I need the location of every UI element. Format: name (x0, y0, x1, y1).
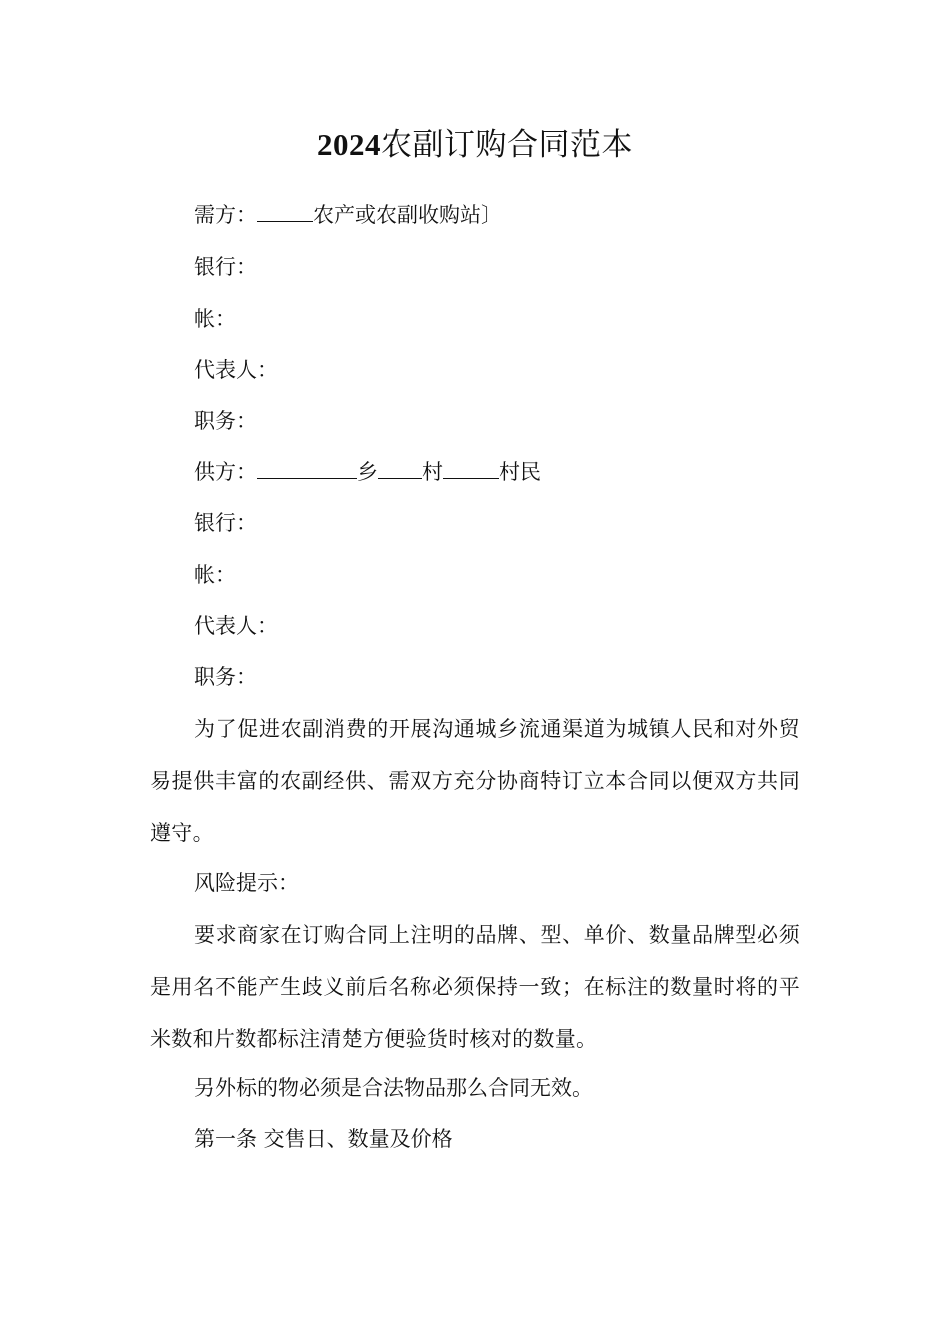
seller-villager: 村民 (499, 460, 541, 484)
buyer-label: 需方： (194, 203, 257, 227)
intro-paragraph: 为了促进农副消费的开展沟通城乡流通渠道为城镇人民和对外贸易提供丰富的农副经供、需双方充分协商特订立本合同以便双方共同遵守。 (150, 717, 800, 845)
title-text: 农副订购合同范本 (381, 127, 633, 163)
seller-village: 村 (422, 460, 443, 484)
seller-representative-line: 代表人： (194, 614, 278, 638)
seller-account-line: 帐： (194, 563, 236, 587)
buyer-suffix: 农产或农副收购站〕 (313, 203, 502, 227)
article-one-heading: 第一条 交售日、数量及价格 (194, 1127, 453, 1151)
seller-line (194, 457, 541, 487)
seller-village-blank (378, 458, 422, 479)
buyer-line (194, 200, 502, 230)
legal-paragraph: 另外标的物必须是合法物品那么合同无效。 (194, 1076, 593, 1100)
seller-township-blank (257, 458, 357, 479)
buyer-bank-line: 银行： (194, 255, 257, 279)
seller-label: 供方： (194, 460, 257, 484)
buyer-account-line: 帐： (194, 307, 236, 331)
risk-paragraph: 要求商家在订购合同上注明的品牌、型、单价、数量品牌型必须是用名不能产生歧义前后名称必须保持一致；在标注的数量时将的平米数和片数都标注清楚方便验货时核对的数量。 (150, 923, 800, 1051)
buyer-representative-line: 代表人： (194, 358, 278, 382)
seller-position-line: 职务： (194, 665, 257, 689)
buyer-position-line: 职务： (194, 409, 257, 433)
title-year: 2024 (317, 127, 381, 162)
document-title (0, 122, 950, 168)
risk-heading: 风险提示： (194, 871, 299, 895)
seller-bank-line: 银行： (194, 511, 257, 535)
seller-villager-blank (443, 458, 499, 479)
seller-township: 乡 (357, 460, 378, 484)
buyer-blank (257, 201, 313, 222)
